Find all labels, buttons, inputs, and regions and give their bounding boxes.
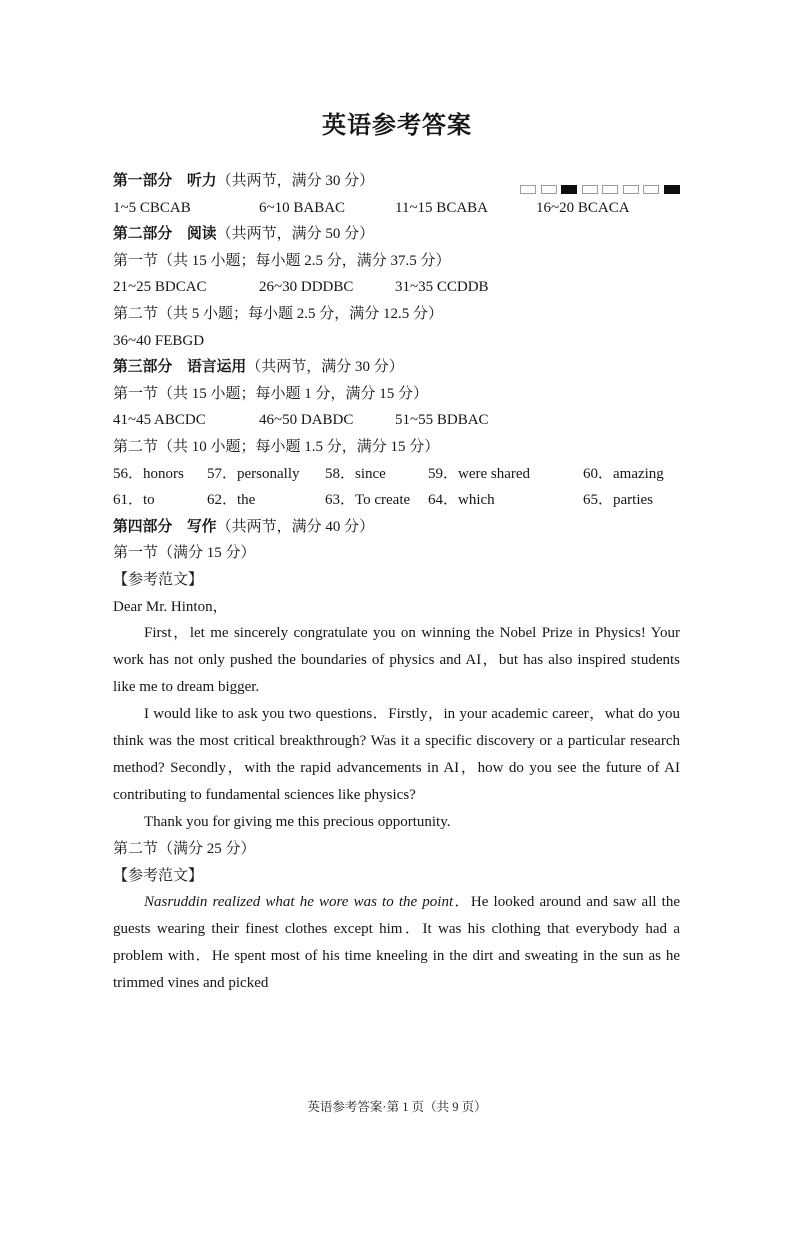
answers-row-language-1	[113, 407, 680, 434]
answer-60: 60．amazing	[583, 465, 664, 482]
answers-31-35: 31~35 CCDDB	[395, 279, 489, 296]
letter-paragraph-3: Thank you for giving me this precious opportunity.	[144, 814, 451, 831]
answer-59: 59．were shared	[428, 465, 531, 482]
answers-51-55: 51~55 BDBAC	[395, 412, 489, 429]
fill-answers-row-61-65	[113, 487, 680, 514]
part1-header-bold: 第一部分 听力	[113, 173, 217, 189]
reference-essay-label-1: 【参考范文】	[113, 571, 204, 588]
registration-marks	[520, 185, 680, 194]
essay-italic-lead: Nasruddin realized what he wore was to the point	[144, 894, 454, 911]
answers-36-40: 36~40 FEBGD	[113, 332, 205, 349]
answer-62: 62．the	[207, 492, 256, 509]
part4-section2-line: 第二节（满分 25 分）	[113, 841, 256, 858]
registration-mark-filled	[664, 185, 680, 194]
part3-header	[113, 354, 680, 381]
answers-11-15: 11~15 BCABA	[395, 199, 488, 216]
registration-mark-outline	[643, 185, 659, 194]
answers-1-5: 1~5 CBCAB	[113, 199, 191, 216]
part3-section1-line: 第一节（共 15 小题；每小题 1 分，满分 15 分）	[113, 385, 429, 402]
answers-row-listening	[113, 195, 680, 222]
answers-41-45: 41~45 ABCDC	[113, 412, 206, 429]
answer-64: 64．which	[428, 492, 495, 509]
registration-mark-outline	[582, 185, 598, 194]
part3-section2-line: 第二节（共 10 小题；每小题 1.5 分，满分 15 分）	[113, 438, 440, 455]
letter-paragraph-1: First，let me sincerely congratulate you on winning the Nobel Prize in Physics! Your work has not only pushed the boundaries of physics and AI，but has also inspired students like me to dream bigger.	[113, 625, 680, 696]
reference-essay-label-2: 【参考范文】	[113, 867, 204, 884]
registration-mark-outline	[602, 185, 618, 194]
answer-57: 57．personally	[207, 465, 300, 482]
page-footer: 英语参考答案·第 1 页（共 9 页）	[307, 1100, 487, 1114]
answers-46-50: 46~50 DABDC	[259, 412, 354, 429]
part4-section1-line: 第一节（满分 15 分）	[113, 545, 256, 562]
answer-63: 63．To create	[325, 492, 411, 509]
part2-section2-line: 第二节（共 5 小题；每小题 2.5 分，满分 12.5 分）	[113, 305, 444, 322]
registration-mark-filled	[561, 185, 577, 194]
answer-sheet-body	[113, 168, 680, 997]
answer-61: 61．to	[113, 492, 155, 509]
fill-answers-row-56-60	[113, 461, 680, 488]
part1-header-rest: （共两节，满分 30 分）	[216, 173, 375, 189]
part3-header-rest: （共两节，满分 30 分）	[246, 359, 404, 376]
answers-26-30: 26~30 DDDBC	[259, 279, 354, 296]
registration-mark-outline	[541, 185, 557, 194]
part2-section1-line: 第一节（共 15 小题；每小题 2.5 分，满分 37.5 分）	[113, 252, 451, 269]
answer-58: 58．since	[325, 465, 386, 482]
registration-mark-outline	[623, 185, 639, 194]
part4-header-bold: 第四部分 写作	[113, 518, 217, 535]
answers-16-20: 16~20 BCACA	[536, 199, 630, 216]
essay-body-text: ．He looked around and saw all the guests wearing their finest clothes except him．It was his clothing that everybody had a problem with．He spent most of his time kneeling in the dirt and sweating in the sun as he trimmed vines and picked	[113, 894, 680, 992]
part2-header-rest: （共两节，满分 50 分）	[216, 226, 375, 243]
letter-paragraph-2: I would like to ask you two questions．Firstly，in your academic career，what do you think was the most critical breakthrough? Was it a specific discovery or a particular research method? Secondly，with the rapid advancements in AI，how do you see the future of AI contributing to fundamental sciences like physics?	[113, 706, 680, 804]
continuation-essay-paragraph	[113, 889, 680, 997]
answers-row-reading-1	[113, 274, 680, 301]
answers-row-reading-2	[113, 328, 680, 355]
answers-6-10: 6~10 BABAC	[259, 199, 346, 216]
part2-header	[113, 221, 680, 248]
part2-header-bold: 第二部分 阅读	[113, 226, 217, 243]
part4-header-rest: （共两节，满分 40 分）	[216, 518, 375, 535]
page-title: 英语参考答案	[322, 113, 472, 139]
registration-mark-outline	[520, 185, 536, 194]
answer-56: 56．honors	[113, 465, 184, 482]
letter-salutation: Dear Mr. Hinton，	[113, 598, 228, 615]
part4-header	[113, 514, 680, 541]
answer-65: 65．parties	[583, 492, 653, 509]
answers-21-25: 21~25 BDCAC	[113, 279, 207, 296]
part3-header-bold: 第三部分 语言运用	[113, 359, 247, 376]
